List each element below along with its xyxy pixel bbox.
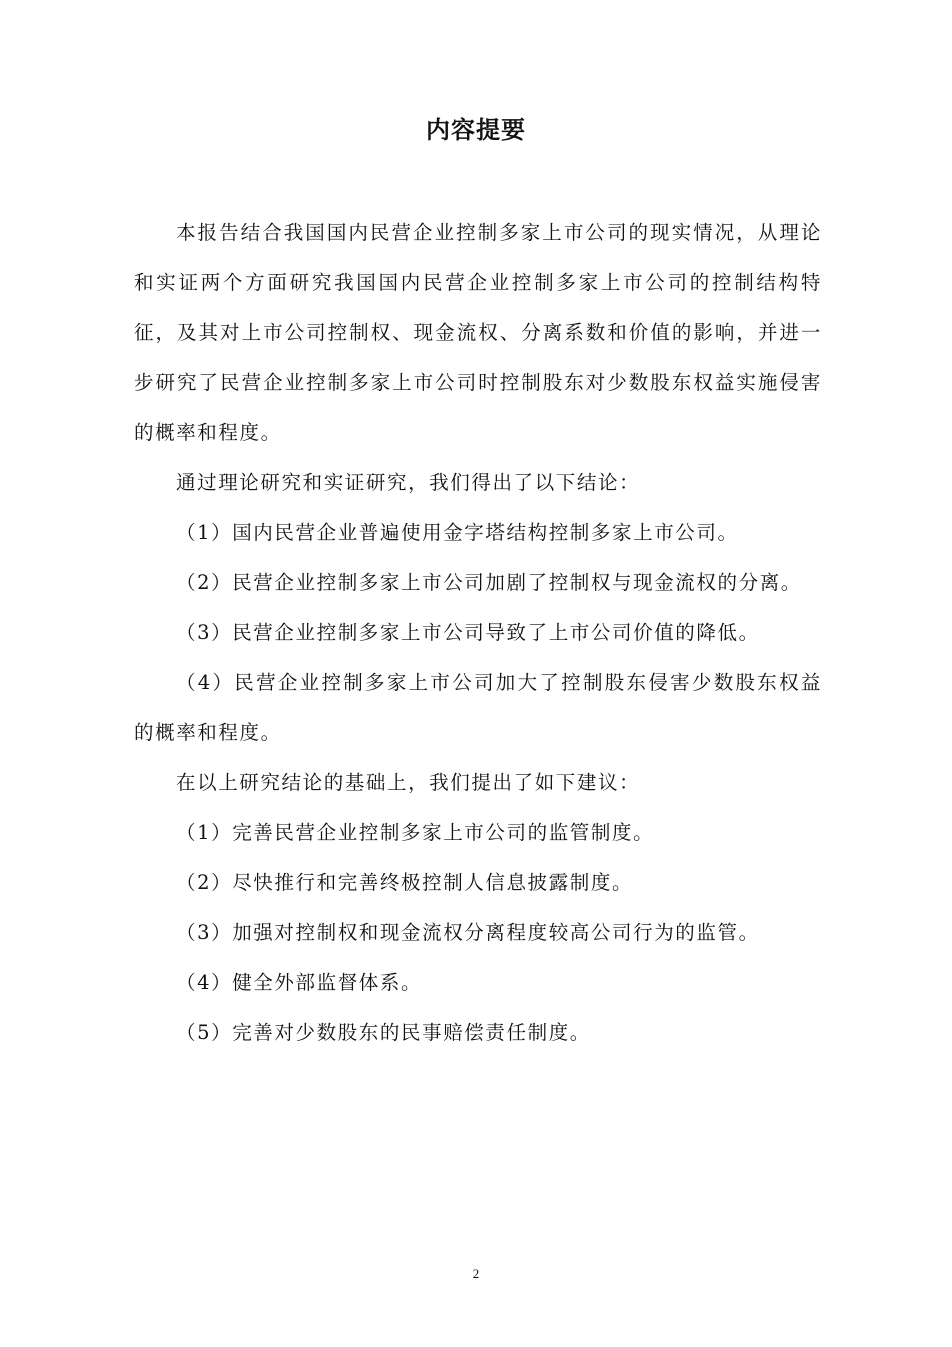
paragraph-conclusions-lead: 通过理论研究和实证研究，我们得出了以下结论：: [176, 471, 641, 494]
conclusion-item-1: （1）国内民营企业普遍使用金字塔结构控制多家上市公司。: [176, 521, 739, 544]
suggestion-item-2: （2）尽快推行和完善终极控制人信息披露制度。: [176, 871, 634, 894]
conclusion-item-4: （4）民营企业控制多家上市公司加大了控制股东侵害少数股东权益的概率和程度。: [134, 671, 822, 744]
paragraph-suggestions-lead: 在以上研究结论的基础上，我们提出了如下建议：: [176, 771, 641, 794]
conclusion-item-3: （3）民营企业控制多家上市公司导致了上市公司价值的降低。: [176, 621, 760, 644]
suggestion-item-4: （4）健全外部监督体系。: [176, 971, 423, 994]
conclusion-item-2: （2）民营企业控制多家上市公司加剧了控制权与现金流权的分离。: [176, 571, 802, 594]
page-number: 2: [472, 1266, 480, 1281]
suggestion-item-1: （1）完善民营企业控制多家上市公司的监管制度。: [176, 821, 655, 844]
suggestion-item-5: （5）完善对少数股东的民事赔偿责任制度。: [176, 1021, 591, 1044]
paragraph-intro: 本报告结合我国国内民营企业控制多家上市公司的现实情况，从理论和实证两个方面研究我国国内民营企业控制多家上市公司的控制结构特征，及其对上市公司控制权、现金流权、分离系数和价值的影响，并进一步研究了民营企业控制多家上市公司时控制股东对少数股东权益实施侵害的概率和程度。: [134, 221, 822, 444]
document-body: [134, 208, 822, 1058]
suggestion-item-3: （3）加强对控制权和现金流权分离程度较高公司行为的监管。: [176, 921, 760, 944]
page-title: 内容提要: [426, 116, 526, 144]
